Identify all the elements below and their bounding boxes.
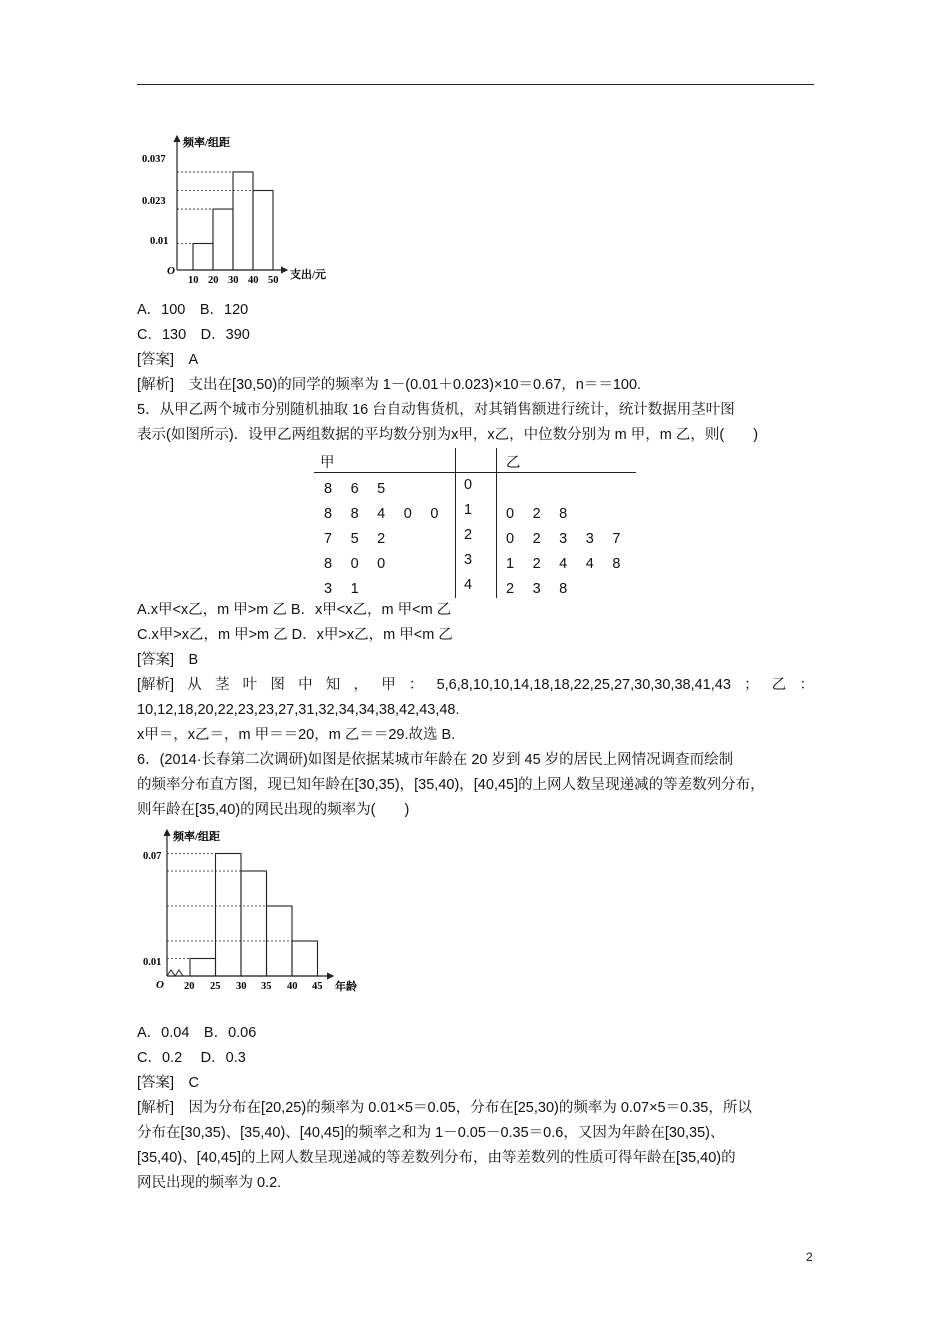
analysis-word: ； — [744, 677, 759, 693]
stem-value: 4 — [464, 577, 473, 593]
analysis-word: [解析] — [137, 677, 175, 693]
xtick-label: 50 — [268, 275, 279, 286]
origin-label: O — [156, 979, 164, 991]
ytick-label: 0.01 — [143, 957, 162, 968]
xtick-label: 35 — [261, 981, 272, 992]
header-rule — [137, 84, 814, 85]
analysis-word: ： — [408, 677, 424, 693]
origin-label: O — [167, 265, 175, 277]
x-axis-label: 支出/元 — [290, 269, 327, 281]
q5-options-ab: A.x甲<x乙，m 甲>m 乙 B．x甲<x乙，m 甲<m 乙 — [137, 602, 452, 618]
q5-stem-line-2: 表示(如图所示)．设甲乙两组数据的平均数分别为x甲，x乙，中位数分别为 m 甲，m 乙，则( ) — [137, 427, 759, 443]
stem-leaf-lines — [314, 448, 636, 598]
q6-analysis-line-2: 分布在[30,35)、[35,40)、[40,45]的频率之和为 1－0.05－0.35＝0.6，又因为年龄在[30,35)、 — [137, 1125, 725, 1141]
q4-analysis: [解析] 支出在[30,50)的同学的频率为 1－(0.01＋0.023)×10＝0.67，n＝＝100. — [137, 377, 642, 393]
analysis-word: 乙 — [771, 677, 787, 693]
histogram-bar — [241, 871, 267, 976]
analysis-word: 甲 — [381, 677, 396, 693]
ytick-label: 0.023 — [142, 196, 166, 207]
y-axis-label: 频率/组距 — [173, 831, 221, 843]
analysis-word: ， — [353, 677, 368, 693]
axis-break-icon — [167, 970, 183, 976]
q6-answer: [答案] C — [137, 1075, 200, 1091]
leaf-right: 1 2 4 4 8 — [506, 556, 621, 572]
xtick-label: 20 — [208, 275, 219, 286]
histogram-bar — [216, 854, 242, 977]
xtick-label: 10 — [188, 275, 199, 286]
q6-stem-line-2: 的频率分布直方图，现已知年龄在[30,35)，[35,40)，[40,45]的上网人数呈现递减的等差数列分布， — [137, 777, 765, 793]
analysis-word: 图 — [270, 677, 285, 693]
leaf-left: 8 8 4 0 0 — [324, 506, 439, 522]
xtick-label: 30 — [228, 275, 239, 286]
q6-stem-line-1: 6．(2014·长春第二次调研)如图是依据某城市年龄在 20 岁到 45 岁的居民上网情况调查而绘制 — [137, 752, 734, 768]
leaf-left: 8 0 0 — [324, 556, 386, 572]
q6-analysis-line-3: [35,40)、[40,45]的上网人数呈现递减的等差数列分布，由等差数列的性质可得年龄在[35,40)的 — [137, 1150, 736, 1166]
leaf-left: 8 6 5 — [324, 481, 386, 497]
page-number: 2 — [806, 1250, 813, 1264]
x-axis-label: 年龄 — [335, 981, 357, 993]
ytick-label: 0.037 — [142, 154, 166, 165]
histogram-bar — [190, 959, 216, 977]
stem-value: 1 — [464, 502, 473, 518]
analysis-word: 从 — [187, 677, 202, 693]
histogram-age — [137, 826, 367, 996]
stem-value: 0 — [464, 477, 473, 493]
histogram-bar — [213, 209, 233, 270]
y-axis-label: 频率/组距 — [183, 137, 231, 149]
leaf-right: 0 2 8 — [506, 506, 568, 522]
q5-answer: [答案] B — [137, 652, 199, 668]
xtick-label: 30 — [236, 981, 247, 992]
stem-value: 2 — [464, 527, 473, 543]
xtick-label: 40 — [248, 275, 259, 286]
xtick-label: 45 — [312, 981, 323, 992]
xtick-label: 20 — [184, 981, 195, 992]
q5-stem-line-1: 5．从甲乙两个城市分别随机抽取 16 台自动售货机，对其销售额进行统计，统计数据用茎叶图 — [137, 402, 735, 418]
xtick-label: 40 — [287, 981, 298, 992]
histogram-bar — [253, 191, 273, 271]
q5-analysis-line-2: 10,12,18,20,22,23,23,27,31,32,34,34,38,42,43,48. — [137, 702, 460, 718]
q6-stem-line-3: 则年龄在[35,40)的网民出现的频率为( ) — [137, 802, 410, 818]
analysis-word: 茎 — [214, 677, 230, 693]
analysis-word: 知 — [325, 677, 341, 693]
analysis-word: 中 — [298, 677, 313, 693]
stem-head-left: 甲 — [320, 455, 335, 471]
stem-value: 3 — [464, 552, 473, 568]
analysis-word: 叶 — [242, 677, 258, 693]
q4-answer: [答案] A — [137, 352, 199, 368]
q4-options-ab: A．100 B．120 — [137, 302, 249, 318]
q4-options-cd: C．130 D．390 — [137, 327, 250, 343]
q6-options-cd: C．0.2 D．0.3 — [137, 1050, 246, 1066]
leaf-right: 0 2 3 3 7 — [506, 531, 621, 547]
ytick-label: 0.01 — [150, 236, 169, 247]
histogram-bar — [233, 172, 253, 270]
q6-options-ab: A．0.04 B．0.06 — [137, 1025, 257, 1041]
q5-analysis-line-3: x甲＝，x乙＝，m 甲＝＝20，m 乙＝＝29.故选 B. — [137, 727, 456, 743]
stem-leaf-table — [314, 448, 636, 598]
leaf-left: 3 1 — [324, 581, 359, 597]
leaf-right: 2 3 8 — [506, 581, 568, 597]
histogram-bar — [193, 244, 213, 271]
ytick-label: 0.07 — [143, 851, 162, 862]
analysis-word: 5,6,8,10,10,14,18,18,22,25,27,30,30,38,41,43 — [436, 677, 731, 693]
histogram-spending — [137, 130, 347, 290]
q5-analysis-line-1 — [137, 675, 814, 695]
xtick-label: 25 — [210, 981, 221, 992]
histogram-bar — [292, 941, 318, 976]
q6-analysis-line-1: [解析] 因为分布在[20,25)的频率为 0.01×5＝0.05，分布在[25,30)的频率为 0.07×5＝0.35，所以 — [137, 1100, 752, 1116]
q6-analysis-line-4: 网民出现的频率为 0.2. — [137, 1175, 282, 1191]
q5-options-cd: C.x甲>x乙，m 甲>m 乙 D．x甲>x乙，m 甲<m 乙 — [137, 627, 453, 643]
stem-head-right: 乙 — [506, 455, 521, 471]
analysis-word: ： — [799, 677, 814, 693]
leaf-left: 7 5 2 — [324, 531, 386, 547]
